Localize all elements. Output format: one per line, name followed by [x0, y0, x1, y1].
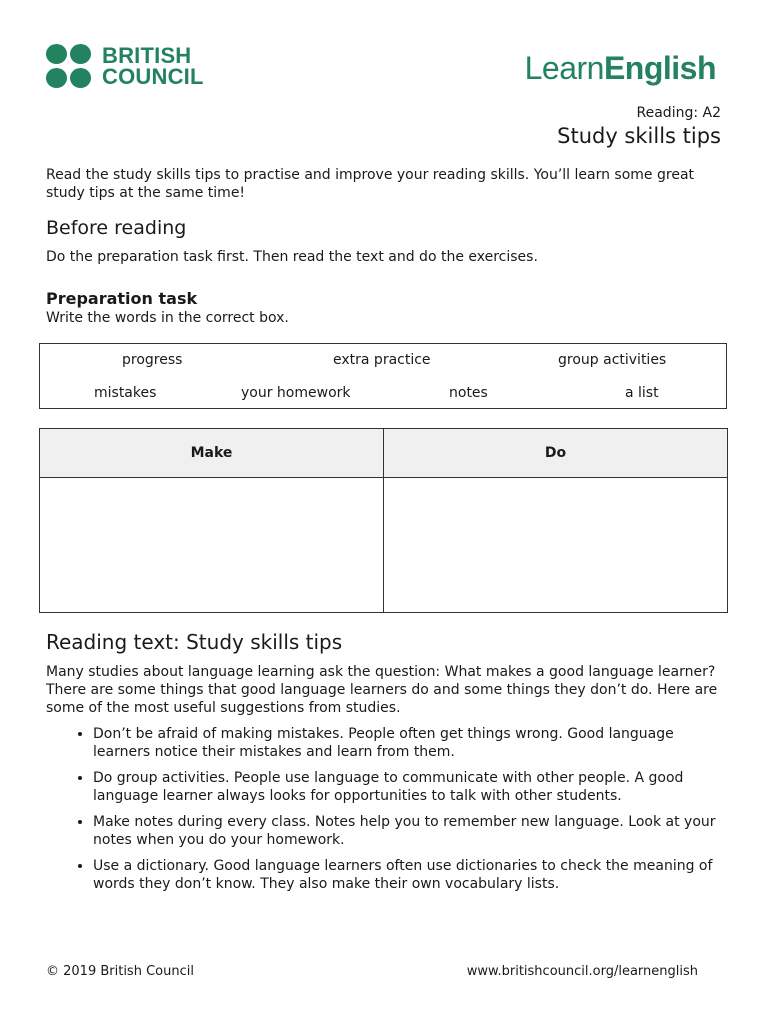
make-do-table [39, 428, 728, 613]
word-item: extra practice [333, 352, 431, 368]
word-item: notes [449, 385, 488, 401]
before-reading-heading: Before reading [46, 217, 187, 239]
do-column-header: Do [384, 429, 728, 478]
word-box [39, 343, 727, 409]
footer-copyright: © 2019 British Council [46, 964, 194, 979]
list-item: • Don’t be afraid of making mistakes. People often get things wrong. Good language learners notice their mistakes and learn from them. [93, 725, 726, 761]
before-reading-text: Do the preparation task first. Then read the text and do the exercises. [46, 249, 538, 265]
level-label: Reading: A2 [636, 105, 721, 121]
list-item: • Make notes during every class. Notes help you to remember new language. Look at your notes when you do your homework. [93, 813, 726, 849]
word-item: progress [122, 352, 183, 368]
word-item: a list [625, 385, 659, 401]
british-council-logo [46, 44, 204, 88]
british-council-dots-icon [46, 44, 94, 88]
word-item: mistakes [94, 385, 157, 401]
page-title: Study skills tips [557, 124, 721, 148]
do-answer-cell[interactable] [384, 478, 728, 613]
preparation-task-heading: Preparation task [46, 289, 198, 308]
footer-url-link[interactable]: www.britishcouncil.org/learnenglish [466, 964, 698, 979]
preparation-instruction: Write the words in the correct box. [46, 310, 289, 326]
list-item: • Use a dictionary. Good language learners often use dictionaries to check the meaning of words they don’t know. They also make their own vocabulary lists. [93, 857, 726, 893]
reading-text-heading: Reading text: Study skills tips [46, 630, 343, 654]
learnenglish-logo: LearnEnglish [524, 50, 716, 86]
reading-intro-paragraph: Many studies about language learning ask the question: What makes a good language learner? There are some things that good language learners do and some things they don’t do. Here are some of the most useful suggestions from studies. [46, 664, 718, 716]
make-answer-cell[interactable] [40, 478, 384, 613]
list-item: • Do group activities. People use language to communicate with other people. A good language learner always looks for opportunities to talk with other students. [93, 769, 726, 805]
intro-paragraph: Read the study skills tips to practise and improve your reading skills. You’ll learn some great study tips at the same time! [46, 167, 695, 201]
word-item: group activities [558, 352, 667, 368]
make-column-header: Make [40, 429, 384, 478]
tips-list [46, 725, 726, 901]
word-item: your homework [241, 385, 351, 401]
british-council-wordmark: BRITISH COUNCIL [102, 43, 204, 89]
